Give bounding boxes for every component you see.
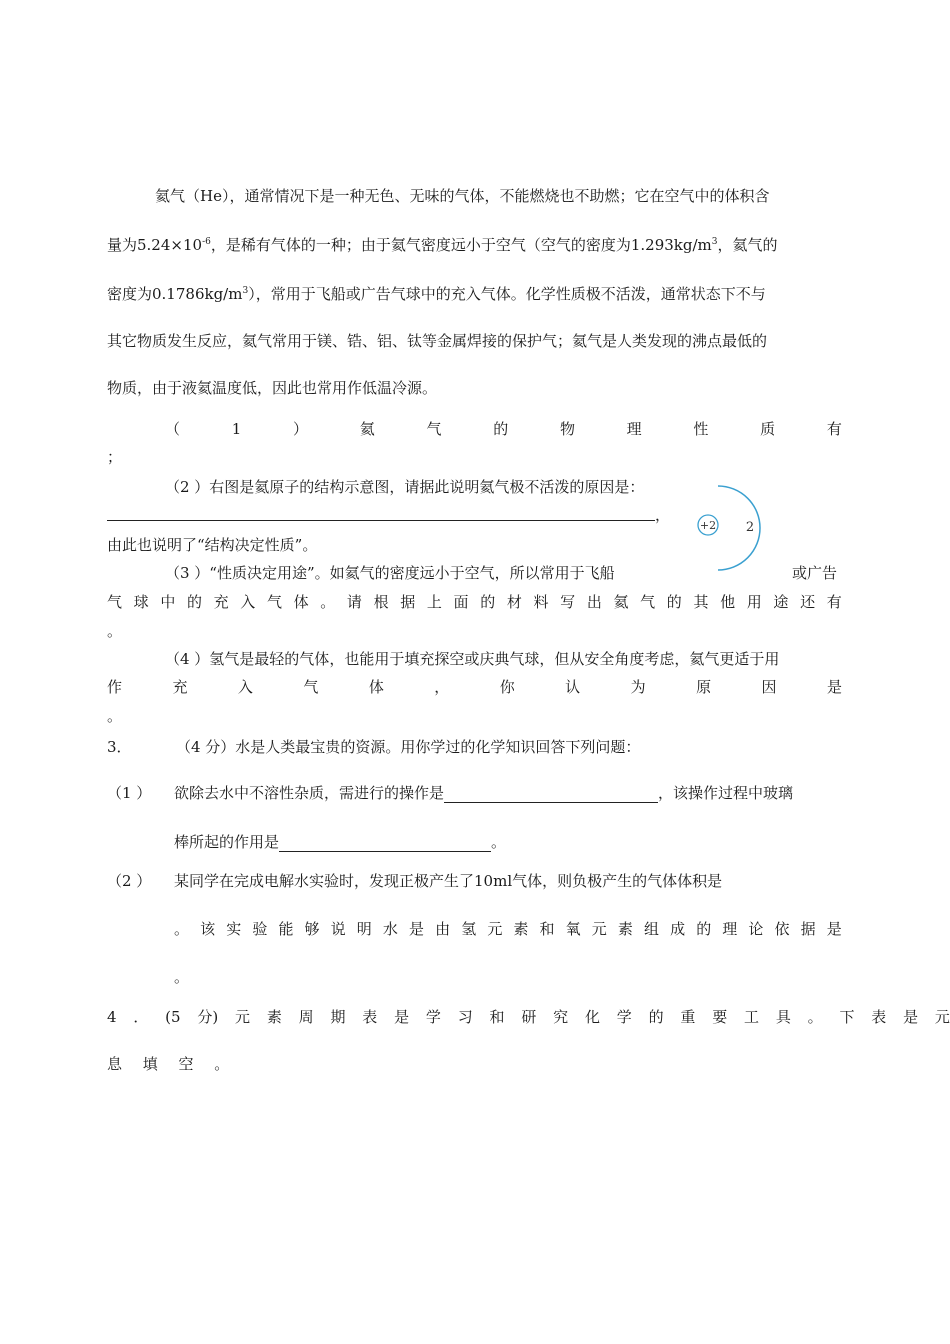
problem3-sub1-label: （1 ） [107, 784, 152, 802]
problem4-line-1: 4 ． (5 分) 元 素 周 期 表 是 学 习 和 研 究 化 学 的 重 要 工 具 。 下 表 是 元 [107, 1008, 950, 1026]
q2-comma: ， [655, 506, 671, 524]
problem3-number: 3． [107, 738, 132, 756]
problem4-line-2: 息 填 空 。 [107, 1055, 238, 1073]
q3-line-1a: （3 ）“性质决定用途”。如氦气的密度远小于空气，所以常用于飞船 [165, 564, 615, 582]
passage-line-3: 密度为$0.1786kg/m^3$），常用于飞船或广告气球中的充入气体。化学性质极不活泼，通常状态下不与 [107, 285, 766, 303]
problem3-header: （4 分）水是人类最宝贵的资源。用你学过的化学知识回答下列问题： [176, 738, 641, 756]
q4-line-1: （4 ）氢气是最轻的气体，也能用于填充探空或庆典气球，但从安全角度考虑，氦气更适于用 [165, 650, 780, 668]
q1-line: （ 1 ） 氦 气 的 物 理 性 质 有 [165, 420, 842, 438]
glass-rod-role-blank[interactable] [279, 835, 491, 852]
problem3-sub2-end: 。 [174, 968, 190, 986]
q4-end: 。 [107, 707, 123, 725]
problem3-sub2-line1: 某同学在完成电解水实验时，发现正极产生了10ml气体，则负极产生的气体体积是 [174, 872, 723, 890]
q2-answer-blank[interactable] [107, 520, 655, 521]
q2-line-1: （2 ）右图是氦原子的结构示意图，请据此说明氦气极不活泼的原因是： [165, 478, 645, 496]
q1-end: ； [107, 448, 123, 466]
q2-line-3: 由此也说明了“结构决定性质”。 [107, 536, 318, 554]
passage-line-1: 氦气（He），通常情况下是一种无色、无味的气体，不能燃烧也不助燃；它在空气中的体积含 [155, 187, 770, 205]
helium-atom-diagram [690, 478, 770, 578]
operation-blank[interactable] [444, 786, 658, 803]
passage-line-2: 量为$5.24\times 10^{-6}$，是稀有气体的一种；由于氦气密度远小于空气（空气的密度为$1.293kg/m^3$，氦气的 [107, 236, 778, 254]
nucleus-charge: +2 [699, 519, 717, 532]
q3-line-1b: 或广告 [792, 564, 838, 582]
shell-electron-count: 2 [745, 520, 755, 535]
passage-line-4: 其它物质发生反应，氦气常用于镁、锆、铝、钛等金属焊接的保护气；氦气是人类发现的沸点最低的 [107, 332, 768, 350]
passage-line-5: 物质，由于液氦温度低，因此也常用作低温冷源。 [107, 379, 438, 397]
problem3-sub1-line2: 棒所起的作用是 。 [174, 833, 507, 851]
problem3-sub2-label: （2 ） [107, 872, 152, 890]
problem3-sub2-line2: 。 该 实 验 能 够 说 明 水 是 由 氢 元 素 和 氧 元 素 组 成 的 理 论 依 据 是 [174, 920, 842, 938]
q4-line-2: 作 充 入 气 体 ， 你 认 为 原 因 是 [107, 678, 842, 696]
q3-line-2: 气 球 中 的 充 入 气 体 。 请 根 据 上 面 的 材 料 写 出 氦 气 的 其 他 用 途 还 有 [107, 593, 842, 611]
problem3-sub1-line1: 欲除去水中不溶性杂质，需进行的操作是 ，该操作过程中玻璃 [174, 784, 794, 802]
q3-end: 。 [107, 622, 123, 640]
